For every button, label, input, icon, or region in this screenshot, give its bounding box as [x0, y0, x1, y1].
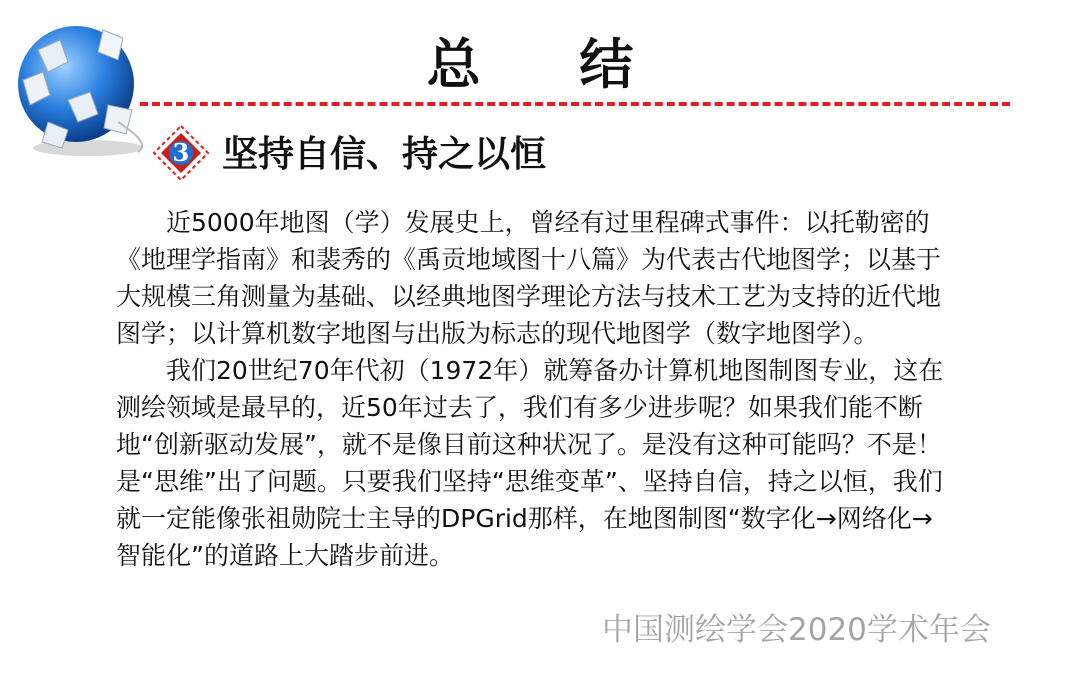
watermark: 中国测绘学会2020学术年会	[602, 612, 991, 648]
section-number: 3	[172, 138, 190, 167]
section-title: 坚持自信、持之以恒	[222, 133, 547, 175]
page-title: 总 结	[426, 33, 674, 96]
paragraph-progress: 我们20世纪70年代初（1972年）就筹备办计算机地图制图专业，这在测绘领域是最早的，近50年过去了，我们有多少进步呢？如果我们能不断地“创新驱动发展”，就不是像目前这种状况了。是没有这种可能吗？不是！是“思维”出了问题。只要我们坚持“思维变革”、坚持自信，持之以恒，我们就一定能像张祖勋院士主导的DPGrid那样，在地图制图“数字化→网络化→智能化”的道路上大踏步前进。	[116, 356, 944, 570]
paragraph-history: 近5000年地图（学）发展史上，曾经有过里程碑式事件：以托勒密的《地理学指南》和裴秀的《禹贡地域图十八篇》为代表古代地图学；以基于大规模三角测量为基础、以经典地图学理论方法与技术工艺为支持的近代地图学；以计算机数字地图与出版为标志的现代地图学（数字地图学）。	[116, 208, 942, 348]
title-divider	[140, 102, 1010, 106]
body-text	[116, 204, 956, 574]
